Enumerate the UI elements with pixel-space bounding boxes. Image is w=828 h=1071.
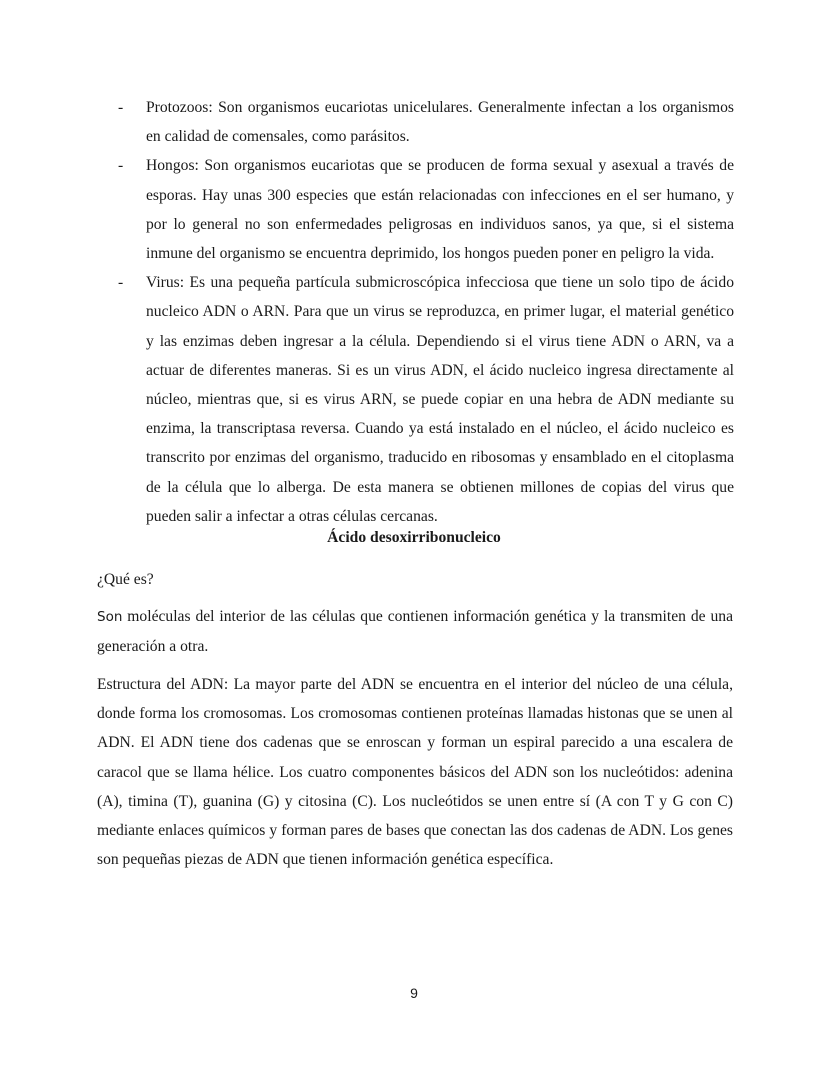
bullet-virus	[118, 268, 734, 531]
definition-text: moléculas del interior de las células que contienen información genética y la transmiten de una generación a otra.	[97, 608, 733, 656]
section-heading: Ácido desoxirribonucleico	[327, 529, 501, 546]
bullet-dash: -	[118, 274, 124, 292]
bullet-text: Virus: Es una pequeña partícula submicroscópica infecciosa que tiene un solo tipo de ácido nucleico ADN o ARN. Para que un virus se reproduzca, en primer lugar, el material genético y las enzimas deben ingresar a la célula. Dependiendo si el virus tiene ADN o ARN, va a actuar de diferentes maneras. Si es un virus ADN, el ácido nucleico ingresa directamente al núcleo, mientras que, si es virus ARN, se puede copiar en una hebra de ADN mediante su enzima, la transcriptasa reversa. Cuando ya está instalado en el núcleo, el ácido nucleico es transcrito por enzimas del organismo, traducido en ribosomas y ensamblado en el citoplasma de la célula que lo alberga. De esta manera se obtienen millones de copias del virus que pueden salir a infectar a otras células cercanas.	[146, 274, 734, 525]
bullet-text: Hongos: Son organismos eucariotas que se producen de forma sexual y asexual a través de esporas. Hay unas 300 especies que están relacionadas con infecciones en el ser humano, y por lo general no son enfermedades peligrosas en individuos sanos, ya que, si el sistema inmune del organismo se encuentra deprimido, los hongos pueden poner en peligro la vida.	[146, 157, 734, 263]
bullet-hongos	[118, 151, 734, 268]
definition-lead: Son	[97, 609, 123, 625]
bullet-dash: -	[118, 157, 124, 175]
organism-bullet-list	[118, 93, 734, 531]
question-label: ¿Qué es?	[97, 571, 154, 588]
structure-paragraph: Estructura del ADN: La mayor parte del ADN se encuentra en el interior del núcleo de una célula, donde forma los cromosomas. Los cromosomas contienen proteínas llamadas histonas que se unen al ADN. El ADN tiene dos cadenas que se enroscan y forman un espiral parecido a una escalera de caracol que se llama hélice. Los cuatro componentes básicos del ADN son los nucleótidos: adenina (A), timina (T), guanina (G) y citosina (C). Los nucleótidos se unen entre sí (A con T y G con C) mediante enlaces químicos y forman pares de bases que conectan las dos cadenas de ADN. Los genes son pequeñas piezas de ADN que tienen información genética específica.	[97, 676, 733, 869]
bullet-protozoos	[118, 93, 734, 151]
page-number: 9	[410, 985, 418, 1001]
bullet-dash: -	[118, 99, 124, 116]
bullet-text: Protozoos: Son organismos eucariotas unicelulares. Generalmente infectan a los organismos en calidad de comensales, como parásitos.	[146, 99, 734, 146]
definition-paragraph	[97, 602, 733, 661]
